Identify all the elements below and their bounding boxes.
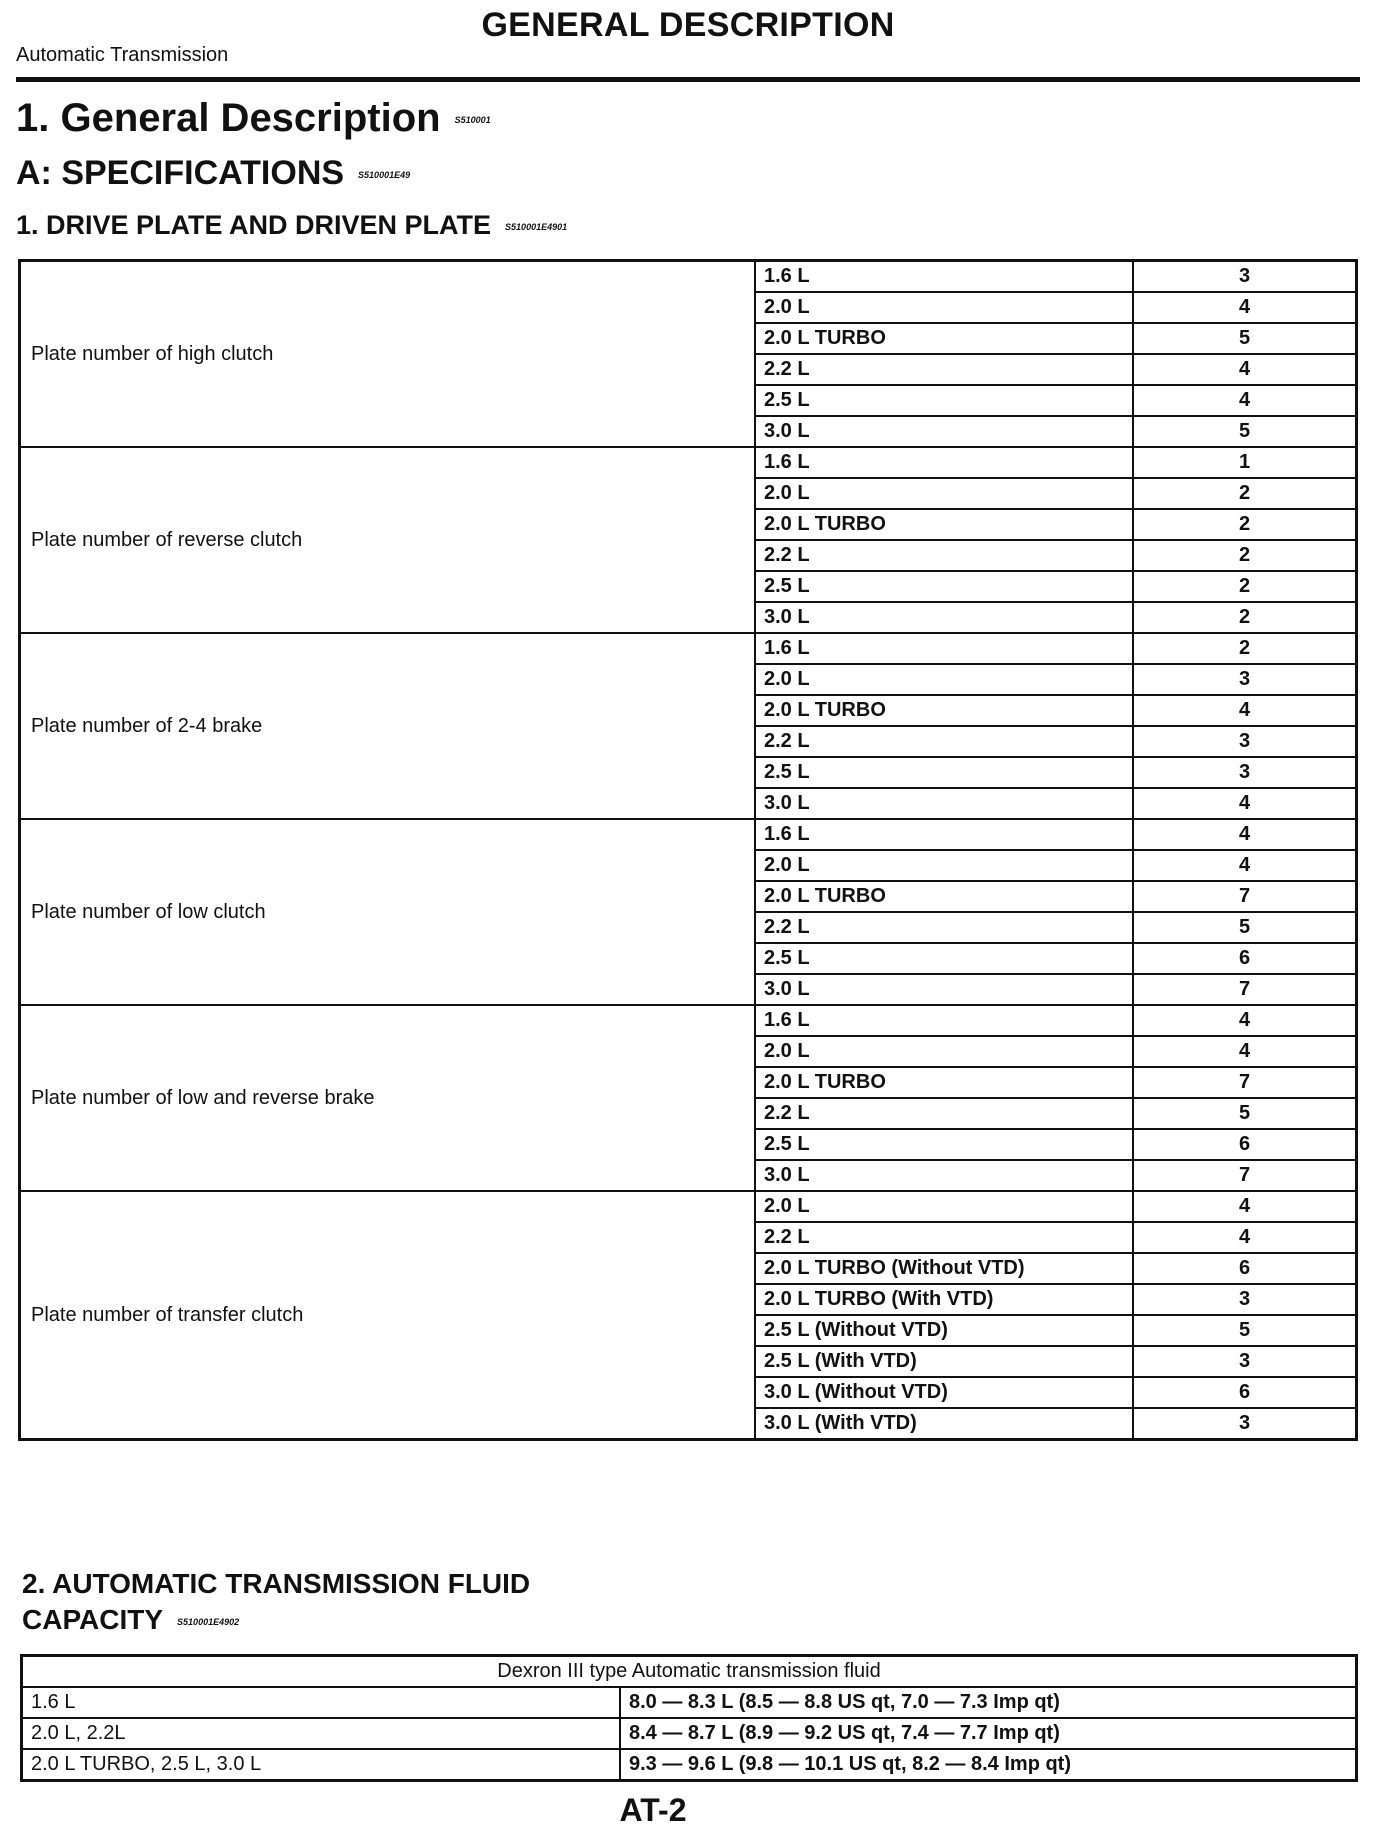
plate-count-cell: 3 <box>1133 664 1357 695</box>
variant-cell: 1.6 L <box>755 1005 1133 1036</box>
table-row <box>20 819 1357 850</box>
plate-count-cell: 5 <box>1133 912 1357 943</box>
plate-count-cell: 1 <box>1133 447 1357 478</box>
table-row <box>20 261 1357 293</box>
variant-cell: 2.0 L <box>755 292 1133 323</box>
variant-cell: 2.5 L (Without VTD) <box>755 1315 1133 1346</box>
plate-count-cell: 4 <box>1133 385 1357 416</box>
variant-cell: 1.6 L <box>755 447 1133 478</box>
variant-cell: 3.0 L (With VTD) <box>755 1408 1133 1440</box>
variant-cell: 1.6 L <box>755 261 1133 293</box>
item-label: Plate number of reverse clutch <box>20 447 756 633</box>
plate-count-cell: 6 <box>1133 1129 1357 1160</box>
table-row <box>20 447 1357 478</box>
variant-cell: 2.5 L <box>755 571 1133 602</box>
subsection-heading: A: SPECIFICATIONS S510001E49 <box>16 154 411 192</box>
plate-count-cell: 6 <box>1133 1253 1357 1284</box>
item-label: Plate number of high clutch <box>20 261 756 448</box>
section-heading: 1. General Description S510001 <box>16 96 491 140</box>
variant-cell: 2.0 L <box>755 478 1133 509</box>
drive-plate-table <box>18 259 1358 1441</box>
plate-count-cell: 3 <box>1133 757 1357 788</box>
variant-cell: 2.0 L TURBO <box>755 1067 1133 1098</box>
variant-cell: 2.5 L (With VTD) <box>755 1346 1133 1377</box>
subsection-code: S510001E49 <box>358 170 411 181</box>
plate-count-cell: 2 <box>1133 509 1357 540</box>
model-cell: 2.0 L TURBO, 2.5 L, 3.0 L <box>22 1749 621 1781</box>
variant-cell: 2.2 L <box>755 1222 1133 1253</box>
plate-count-cell: 4 <box>1133 788 1357 819</box>
plate-count-cell: 3 <box>1133 1408 1357 1440</box>
table-row <box>22 1718 1357 1749</box>
variant-cell: 2.0 L <box>755 850 1133 881</box>
table-row <box>22 1749 1357 1781</box>
variant-cell: 2.0 L TURBO <box>755 323 1133 354</box>
variant-cell: 2.5 L <box>755 385 1133 416</box>
plate-count-cell: 4 <box>1133 695 1357 726</box>
item-label: Plate number of low and reverse brake <box>20 1005 756 1191</box>
capacity-cell: 8.0 — 8.3 L (8.5 — 8.8 US qt, 7.0 — 7.3 Imp qt) <box>620 1687 1357 1718</box>
model-cell: 1.6 L <box>22 1687 621 1718</box>
section-code: S510001 <box>454 115 491 126</box>
plate-count-cell: 5 <box>1133 1098 1357 1129</box>
plate-count-cell: 2 <box>1133 633 1357 664</box>
model-cell: 2.0 L, 2.2L <box>22 1718 621 1749</box>
plate-count-cell: 3 <box>1133 1284 1357 1315</box>
plate-count-cell: 7 <box>1133 1160 1357 1191</box>
plate-count-cell: 3 <box>1133 1346 1357 1377</box>
fluid-capacity-table <box>20 1654 1358 1782</box>
variant-cell: 3.0 L <box>755 788 1133 819</box>
variant-cell: 1.6 L <box>755 633 1133 664</box>
page-header-title: GENERAL DESCRIPTION <box>481 6 895 44</box>
variant-cell: 3.0 L (Without VTD) <box>755 1377 1133 1408</box>
plate-count-cell: 6 <box>1133 1377 1357 1408</box>
plate-count-cell: 5 <box>1133 1315 1357 1346</box>
plate-count-cell: 2 <box>1133 478 1357 509</box>
variant-cell: 2.0 L TURBO (Without VTD) <box>755 1253 1133 1284</box>
capacity-cell: 8.4 — 8.7 L (8.9 — 9.2 US qt, 7.4 — 7.7 Imp qt) <box>620 1718 1357 1749</box>
fluid-heading: 2. AUTOMATIC TRANSMISSION FLUID CAPACITY S510001E4902 <box>22 1568 531 1635</box>
table-header-row <box>22 1656 1357 1688</box>
variant-cell: 2.5 L <box>755 757 1133 788</box>
capacity-cell: 9.3 — 9.6 L (9.8 — 10.1 US qt, 8.2 — 8.4 Imp qt) <box>620 1749 1357 1781</box>
variant-cell: 3.0 L <box>755 974 1133 1005</box>
plate-count-cell: 4 <box>1133 1191 1357 1222</box>
item-label: Plate number of low clutch <box>20 819 756 1005</box>
variant-cell: 1.6 L <box>755 819 1133 850</box>
variant-cell: 2.0 L TURBO (With VTD) <box>755 1284 1133 1315</box>
drive-plate-code: S510001E4901 <box>505 221 568 232</box>
variant-cell: 3.0 L <box>755 416 1133 447</box>
fluid-type-header: Dexron III type Automatic transmission fluid <box>22 1656 1357 1688</box>
variant-cell: 2.0 L <box>755 664 1133 695</box>
table-row <box>20 1191 1357 1222</box>
variant-cell: 2.2 L <box>755 1098 1133 1129</box>
item-label: Plate number of 2-4 brake <box>20 633 756 819</box>
plate-count-cell: 4 <box>1133 819 1357 850</box>
plate-count-cell: 5 <box>1133 416 1357 447</box>
variant-cell: 3.0 L <box>755 602 1133 633</box>
variant-cell: 2.0 L <box>755 1191 1133 1222</box>
variant-cell: 2.2 L <box>755 726 1133 757</box>
plate-count-cell: 2 <box>1133 571 1357 602</box>
plate-count-cell: 7 <box>1133 974 1357 1005</box>
variant-cell: 2.0 L TURBO <box>755 509 1133 540</box>
plate-count-cell: 4 <box>1133 1005 1357 1036</box>
plate-count-cell: 3 <box>1133 261 1357 293</box>
drive-plate-heading: 1. DRIVE PLATE AND DRIVEN PLATE S510001E4901 <box>16 210 568 240</box>
variant-cell: 2.0 L <box>755 1036 1133 1067</box>
plate-count-cell: 6 <box>1133 943 1357 974</box>
table-row <box>22 1687 1357 1718</box>
header-rule <box>16 77 1360 82</box>
variant-cell: 2.5 L <box>755 1129 1133 1160</box>
plate-count-cell: 7 <box>1133 1067 1357 1098</box>
plate-count-cell: 2 <box>1133 540 1357 571</box>
variant-cell: 3.0 L <box>755 1160 1133 1191</box>
plate-count-cell: 4 <box>1133 1036 1357 1067</box>
plate-count-cell: 4 <box>1133 354 1357 385</box>
variant-cell: 2.2 L <box>755 912 1133 943</box>
plate-count-cell: 5 <box>1133 323 1357 354</box>
table-row <box>20 1005 1357 1036</box>
variant-cell: 2.2 L <box>755 354 1133 385</box>
plate-count-cell: 2 <box>1133 602 1357 633</box>
table-row <box>20 633 1357 664</box>
variant-cell: 2.0 L TURBO <box>755 695 1133 726</box>
plate-count-cell: 3 <box>1133 726 1357 757</box>
page-number: AT-2 <box>619 1792 687 1828</box>
page-subheader: Automatic Transmission <box>16 44 229 66</box>
variant-cell: 2.0 L TURBO <box>755 881 1133 912</box>
fluid-code: S510001E4902 <box>177 1616 240 1627</box>
variant-cell: 2.5 L <box>755 943 1133 974</box>
plate-count-cell: 4 <box>1133 850 1357 881</box>
item-label: Plate number of transfer clutch <box>20 1191 756 1440</box>
plate-count-cell: 7 <box>1133 881 1357 912</box>
plate-count-cell: 4 <box>1133 1222 1357 1253</box>
plate-count-cell: 4 <box>1133 292 1357 323</box>
variant-cell: 2.2 L <box>755 540 1133 571</box>
